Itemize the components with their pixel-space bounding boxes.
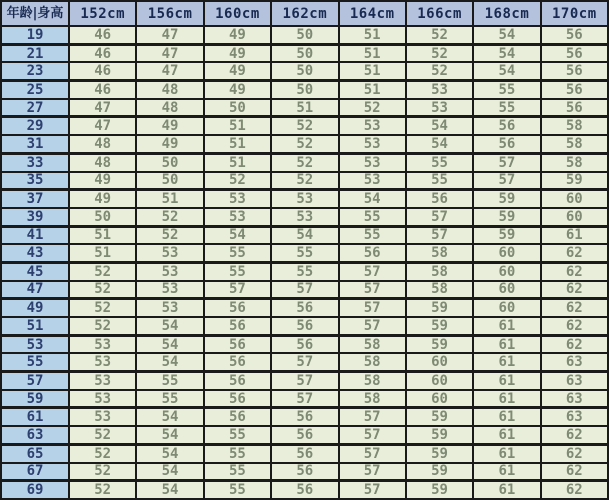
data-cell: 60 — [541, 190, 608, 208]
data-cell: 49 — [69, 172, 136, 190]
table-row-age-37 — [1, 190, 608, 208]
data-cell: 59 — [406, 317, 473, 335]
data-cell: 63 — [541, 390, 608, 408]
data-cell: 52 — [69, 463, 136, 481]
data-cell: 53 — [136, 244, 203, 262]
table-row-age-29 — [1, 117, 608, 135]
data-cell: 59 — [406, 481, 473, 499]
data-cell: 52 — [69, 262, 136, 280]
data-cell: 60 — [541, 208, 608, 226]
data-cell: 57 — [339, 408, 406, 426]
data-cell: 47 — [69, 99, 136, 117]
table-body — [1, 26, 608, 499]
data-cell: 52 — [69, 317, 136, 335]
age-cell: 55 — [1, 353, 69, 371]
table-row-age-61 — [1, 408, 608, 426]
data-cell: 47 — [136, 26, 203, 44]
data-cell: 53 — [271, 208, 338, 226]
data-cell: 58 — [541, 135, 608, 153]
age-cell: 31 — [1, 135, 69, 153]
data-cell: 57 — [339, 444, 406, 462]
data-cell: 62 — [541, 481, 608, 499]
data-cell: 56 — [271, 317, 338, 335]
data-cell: 52 — [271, 117, 338, 135]
data-cell: 51 — [204, 153, 271, 171]
data-cell: 53 — [204, 208, 271, 226]
data-cell: 58 — [339, 353, 406, 371]
data-cell: 54 — [339, 190, 406, 208]
table-row-age-35 — [1, 172, 608, 190]
data-cell: 60 — [406, 390, 473, 408]
data-cell: 61 — [473, 372, 540, 390]
data-cell: 59 — [406, 463, 473, 481]
age-cell: 67 — [1, 463, 69, 481]
data-cell: 61 — [473, 481, 540, 499]
data-cell: 56 — [473, 117, 540, 135]
data-cell: 57 — [271, 372, 338, 390]
data-cell: 55 — [339, 208, 406, 226]
table-row-age-41 — [1, 226, 608, 244]
data-cell: 52 — [406, 26, 473, 44]
data-cell: 57 — [339, 262, 406, 280]
data-cell: 57 — [473, 172, 540, 190]
data-cell: 55 — [204, 426, 271, 444]
age-cell: 41 — [1, 226, 69, 244]
data-cell: 56 — [204, 353, 271, 371]
data-cell: 46 — [69, 26, 136, 44]
data-cell: 52 — [271, 172, 338, 190]
data-cell: 56 — [204, 390, 271, 408]
data-cell: 56 — [271, 444, 338, 462]
data-cell: 61 — [473, 463, 540, 481]
data-cell: 56 — [541, 99, 608, 117]
corner-header-age-height: 年龄|身高 — [1, 1, 69, 26]
data-cell: 51 — [69, 244, 136, 262]
data-cell: 52 — [204, 172, 271, 190]
data-cell: 62 — [541, 299, 608, 317]
data-cell: 62 — [541, 426, 608, 444]
data-cell: 50 — [271, 81, 338, 99]
data-cell: 56 — [204, 372, 271, 390]
data-cell: 61 — [541, 226, 608, 244]
data-cell: 50 — [271, 26, 338, 44]
data-cell: 56 — [271, 299, 338, 317]
table-row-age-49 — [1, 299, 608, 317]
data-cell: 60 — [406, 372, 473, 390]
data-cell: 57 — [271, 390, 338, 408]
data-cell: 55 — [204, 262, 271, 280]
data-cell: 53 — [136, 281, 203, 299]
data-cell: 61 — [473, 426, 540, 444]
data-cell: 52 — [69, 299, 136, 317]
table-row-age-51 — [1, 317, 608, 335]
table-row-age-21 — [1, 44, 608, 62]
data-cell: 59 — [406, 426, 473, 444]
data-cell: 59 — [473, 226, 540, 244]
data-cell: 62 — [541, 463, 608, 481]
data-cell: 54 — [136, 317, 203, 335]
data-cell: 50 — [69, 208, 136, 226]
data-cell: 58 — [406, 281, 473, 299]
data-cell: 55 — [136, 372, 203, 390]
data-cell: 62 — [541, 317, 608, 335]
data-cell: 52 — [69, 426, 136, 444]
data-cell: 59 — [541, 172, 608, 190]
age-cell: 37 — [1, 190, 69, 208]
data-cell: 52 — [271, 153, 338, 171]
data-cell: 59 — [406, 335, 473, 353]
data-cell: 52 — [136, 208, 203, 226]
age-cell: 63 — [1, 426, 69, 444]
data-cell: 59 — [473, 208, 540, 226]
table-row-age-43 — [1, 244, 608, 262]
data-cell: 46 — [69, 62, 136, 80]
data-cell: 49 — [136, 117, 203, 135]
data-cell: 51 — [204, 135, 271, 153]
data-cell: 55 — [271, 244, 338, 262]
table-row-age-27 — [1, 99, 608, 117]
data-cell: 58 — [339, 335, 406, 353]
data-cell: 54 — [406, 135, 473, 153]
age-cell: 61 — [1, 408, 69, 426]
data-cell: 56 — [406, 190, 473, 208]
age-cell: 51 — [1, 317, 69, 335]
data-cell: 55 — [204, 463, 271, 481]
data-cell: 53 — [69, 335, 136, 353]
data-cell: 60 — [473, 299, 540, 317]
age-cell: 69 — [1, 481, 69, 499]
data-cell: 51 — [339, 44, 406, 62]
data-cell: 54 — [136, 444, 203, 462]
data-cell: 56 — [204, 299, 271, 317]
table-row-age-19 — [1, 26, 608, 44]
data-cell: 56 — [339, 244, 406, 262]
data-cell: 53 — [204, 190, 271, 208]
age-cell: 35 — [1, 172, 69, 190]
data-cell: 48 — [136, 81, 203, 99]
height-header-162cm: 162cm — [271, 1, 338, 26]
data-cell: 54 — [271, 226, 338, 244]
data-cell: 49 — [204, 81, 271, 99]
data-cell: 54 — [136, 353, 203, 371]
data-cell: 56 — [271, 426, 338, 444]
table-row-age-47 — [1, 281, 608, 299]
data-cell: 52 — [406, 44, 473, 62]
data-cell: 51 — [69, 226, 136, 244]
data-cell: 57 — [271, 281, 338, 299]
data-cell: 55 — [473, 81, 540, 99]
height-header-168cm: 168cm — [473, 1, 540, 26]
data-cell: 53 — [69, 408, 136, 426]
age-cell: 45 — [1, 262, 69, 280]
height-header-170cm: 170cm — [541, 1, 608, 26]
data-cell: 54 — [136, 335, 203, 353]
data-cell: 59 — [406, 408, 473, 426]
data-cell: 56 — [541, 81, 608, 99]
data-cell: 56 — [204, 335, 271, 353]
table-row-age-23 — [1, 62, 608, 80]
data-cell: 54 — [473, 62, 540, 80]
data-cell: 46 — [69, 81, 136, 99]
age-cell: 43 — [1, 244, 69, 262]
data-cell: 57 — [339, 426, 406, 444]
data-cell: 51 — [271, 99, 338, 117]
data-cell: 49 — [204, 62, 271, 80]
table-row-age-33 — [1, 153, 608, 171]
data-cell: 61 — [473, 335, 540, 353]
data-cell: 56 — [204, 317, 271, 335]
data-cell: 52 — [339, 99, 406, 117]
data-cell: 55 — [204, 481, 271, 499]
age-cell: 29 — [1, 117, 69, 135]
data-cell: 57 — [204, 281, 271, 299]
data-cell: 57 — [271, 353, 338, 371]
data-cell: 55 — [204, 244, 271, 262]
data-cell: 50 — [136, 153, 203, 171]
data-cell: 56 — [271, 335, 338, 353]
data-cell: 62 — [541, 244, 608, 262]
data-cell: 56 — [271, 408, 338, 426]
data-cell: 47 — [136, 44, 203, 62]
height-header-160cm: 160cm — [204, 1, 271, 26]
data-cell: 49 — [136, 135, 203, 153]
data-cell: 47 — [69, 117, 136, 135]
data-cell: 51 — [339, 81, 406, 99]
data-cell: 62 — [541, 335, 608, 353]
age-cell: 19 — [1, 26, 69, 44]
data-cell: 49 — [69, 190, 136, 208]
data-cell: 56 — [541, 26, 608, 44]
age-cell: 49 — [1, 299, 69, 317]
data-cell: 58 — [541, 153, 608, 171]
data-cell: 59 — [473, 190, 540, 208]
table-row-age-45 — [1, 262, 608, 280]
data-cell: 63 — [541, 408, 608, 426]
age-cell: 65 — [1, 444, 69, 462]
age-cell: 39 — [1, 208, 69, 226]
data-cell: 61 — [473, 408, 540, 426]
age-cell: 57 — [1, 372, 69, 390]
data-cell: 51 — [204, 117, 271, 135]
data-cell: 57 — [406, 226, 473, 244]
age-cell: 23 — [1, 62, 69, 80]
data-cell: 54 — [136, 426, 203, 444]
age-cell: 59 — [1, 390, 69, 408]
data-cell: 60 — [473, 262, 540, 280]
data-cell: 61 — [473, 444, 540, 462]
data-cell: 55 — [406, 153, 473, 171]
data-cell: 54 — [204, 226, 271, 244]
table-row-age-53 — [1, 335, 608, 353]
data-cell: 49 — [204, 26, 271, 44]
data-cell: 48 — [69, 135, 136, 153]
data-cell: 56 — [271, 481, 338, 499]
data-cell: 58 — [406, 244, 473, 262]
data-cell: 50 — [204, 99, 271, 117]
data-cell: 52 — [271, 135, 338, 153]
data-cell: 62 — [541, 444, 608, 462]
data-cell: 53 — [69, 372, 136, 390]
data-cell: 58 — [339, 390, 406, 408]
data-cell: 55 — [406, 172, 473, 190]
height-header-166cm: 166cm — [406, 1, 473, 26]
data-cell: 49 — [204, 44, 271, 62]
data-cell: 54 — [473, 44, 540, 62]
data-cell: 51 — [339, 26, 406, 44]
table-row-age-55 — [1, 353, 608, 371]
data-cell: 55 — [473, 99, 540, 117]
header-row — [1, 1, 608, 26]
age-cell: 47 — [1, 281, 69, 299]
data-cell: 57 — [339, 281, 406, 299]
age-cell: 33 — [1, 153, 69, 171]
table-row-age-25 — [1, 81, 608, 99]
data-cell: 62 — [541, 281, 608, 299]
data-cell: 56 — [204, 408, 271, 426]
data-cell: 51 — [136, 190, 203, 208]
data-cell: 60 — [473, 244, 540, 262]
data-cell: 52 — [406, 62, 473, 80]
data-cell: 51 — [339, 62, 406, 80]
data-cell: 57 — [339, 299, 406, 317]
data-cell: 58 — [541, 117, 608, 135]
data-cell: 59 — [406, 299, 473, 317]
data-cell: 61 — [473, 390, 540, 408]
data-cell: 54 — [473, 26, 540, 44]
data-cell: 52 — [69, 281, 136, 299]
data-cell: 53 — [406, 99, 473, 117]
age-cell: 53 — [1, 335, 69, 353]
data-cell: 56 — [541, 62, 608, 80]
data-cell: 56 — [473, 135, 540, 153]
data-cell: 50 — [271, 62, 338, 80]
data-cell: 52 — [69, 481, 136, 499]
data-cell: 59 — [406, 444, 473, 462]
height-header-152cm: 152cm — [69, 1, 136, 26]
table-header — [1, 1, 608, 26]
data-cell: 55 — [271, 262, 338, 280]
data-cell: 46 — [69, 44, 136, 62]
data-cell: 53 — [406, 81, 473, 99]
data-cell: 47 — [136, 62, 203, 80]
data-cell: 53 — [69, 353, 136, 371]
data-cell: 61 — [473, 353, 540, 371]
data-cell: 61 — [473, 317, 540, 335]
data-cell: 57 — [339, 317, 406, 335]
data-cell: 54 — [406, 117, 473, 135]
data-cell: 55 — [136, 390, 203, 408]
table-row-age-69 — [1, 481, 608, 499]
data-cell: 48 — [69, 153, 136, 171]
table-row-age-57 — [1, 372, 608, 390]
height-header-156cm: 156cm — [136, 1, 203, 26]
data-cell: 57 — [406, 208, 473, 226]
data-cell: 53 — [339, 172, 406, 190]
data-cell: 54 — [136, 408, 203, 426]
data-cell: 57 — [339, 463, 406, 481]
data-cell: 55 — [339, 226, 406, 244]
data-cell: 52 — [136, 226, 203, 244]
table-row-age-67 — [1, 463, 608, 481]
data-cell: 53 — [271, 190, 338, 208]
data-cell: 53 — [339, 135, 406, 153]
table-row-age-65 — [1, 444, 608, 462]
data-cell: 55 — [204, 444, 271, 462]
data-cell: 53 — [339, 153, 406, 171]
data-cell: 53 — [339, 117, 406, 135]
data-cell: 63 — [541, 353, 608, 371]
data-cell: 53 — [136, 299, 203, 317]
table-row-age-31 — [1, 135, 608, 153]
data-cell: 57 — [473, 153, 540, 171]
data-cell: 52 — [69, 444, 136, 462]
data-cell: 58 — [339, 372, 406, 390]
data-cell: 57 — [339, 481, 406, 499]
data-cell: 60 — [406, 353, 473, 371]
data-cell: 54 — [136, 463, 203, 481]
table-row-age-39 — [1, 208, 608, 226]
age-cell: 21 — [1, 44, 69, 62]
data-cell: 62 — [541, 262, 608, 280]
data-cell: 53 — [69, 390, 136, 408]
age-cell: 27 — [1, 99, 69, 117]
data-cell: 56 — [271, 463, 338, 481]
data-cell: 54 — [136, 481, 203, 499]
data-cell: 63 — [541, 372, 608, 390]
age-cell: 25 — [1, 81, 69, 99]
table-row-age-63 — [1, 426, 608, 444]
data-cell: 58 — [406, 262, 473, 280]
table-row-age-59 — [1, 390, 608, 408]
data-cell: 56 — [541, 44, 608, 62]
data-cell: 53 — [136, 262, 203, 280]
data-cell: 48 — [136, 99, 203, 117]
data-cell: 50 — [136, 172, 203, 190]
data-cell: 60 — [473, 281, 540, 299]
height-header-164cm: 164cm — [339, 1, 406, 26]
data-cell: 50 — [271, 44, 338, 62]
